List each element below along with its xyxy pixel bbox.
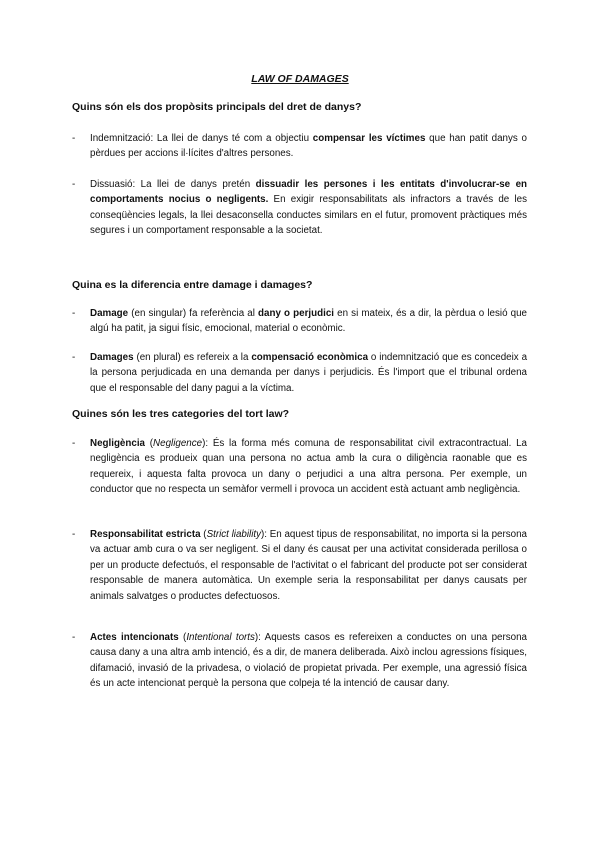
item-text-bold: Damages [90, 352, 134, 363]
item-text: que han patit danys o pèrdues per accions il·lícites d'altres persones. [90, 133, 528, 160]
section-question: Quina es la diferencia entre damage i damages? [72, 279, 313, 291]
list-dash: - [72, 438, 76, 449]
item-text-bold: Actes intencionats [90, 632, 179, 643]
section-question: Quines són les tres categories del tort law? [72, 408, 290, 420]
list-item [72, 306, 527, 337]
item-text-bold: Negligència [90, 438, 145, 449]
item-text: ): En aquest tipus de responsabilitat, no importa si la persona va actuar amb cura o va ser negligent. Si el dany és causat per una activitat considerada perillosa o per un producte defectuós, el responsable de l'activitat o el fabricant del producte pot ser considerat responsable de manera automàtica. Un exemple seria la responsabilitat per danys causats per animals salvatges o productes defectuosos. [90, 529, 527, 602]
item-text: ( [200, 529, 207, 540]
item-text: En exigir responsabilitats als infractors a través de les conseqüències legals, la llei desaconsella conductes similars en el futur, promovent pràctiques més segures i un comportament responsable a la societat. [90, 194, 527, 237]
document-title: LAW OF DAMAGES [251, 73, 349, 85]
item-text: Dissuasió: La llei de danys pretén [90, 179, 256, 190]
item-text: ): Aquests casos es refereixen a conductes on una persona causa dany a una altra amb intenció, és a dir, de manera deliberada. Això inclou agressions físiques, difamació, invasió de la privadesa, o violació de propietat privada. Per exemple, una agressió física és un acte intencionat perquè la persona que colpeja té la intenció de causar dany. [90, 632, 527, 690]
list-item [72, 630, 527, 692]
item-text: (en singular) fa referència al [128, 308, 259, 319]
item-text-bold: compensació econòmica [251, 352, 369, 363]
item-text: en si mateix, és a dir, la pèrdua o lesió que algú ha patit, ja sigui físic, emocional, material o econòmic. [90, 308, 527, 335]
list-item [72, 350, 528, 396]
item-text-italic: Strict liability [206, 529, 262, 540]
list-dash: - [72, 529, 76, 540]
item-text-bold: Damage [90, 308, 129, 319]
list-dash: - [72, 179, 76, 190]
item-text-italic: Intentional torts [186, 632, 255, 643]
list-item [72, 131, 528, 162]
item-text: o indemnització que es concedeix a la persona perjudicada en una demanda per danys i perjudicis. És l'import que el tribunal ordena que el responsable del dany pagui a la víctima. [90, 352, 528, 394]
item-text-bold: dissuadir les persones i les entitats d'involucrar-se en comportaments nocius o negligents. [90, 179, 527, 206]
item-text: Indemnització: La llei de danys té com a objectiu [90, 133, 313, 144]
list-item [72, 436, 528, 498]
item-text-bold: Responsabilitat estricta [90, 529, 201, 540]
section-question: Quins són els dos propòsits principals del dret de danys? [72, 101, 362, 113]
list-item [72, 527, 527, 604]
item-text: ( [178, 632, 187, 643]
list-dash: - [72, 133, 76, 144]
item-text-italic: Negligence [153, 438, 203, 449]
list-dash: - [72, 352, 76, 363]
item-text: ( [145, 438, 154, 449]
item-text-bold: compensar les víctimes [312, 133, 426, 144]
item-text: ): És la forma més comuna de responsabilitat civil extracontractual. La negligència es produeix quan una persona no actua amb la cura o diligència raonable que es requereix, i aquesta falta provoca un dany o perjudici a una altra persona. Per exemple, un conductor que no respecta un semàfor vermell i provoca un accident està actuant amb negligència. [90, 438, 528, 496]
list-dash: - [72, 632, 76, 643]
item-text-bold: dany o perjudici [258, 308, 334, 319]
list-item [72, 177, 527, 239]
list-dash: - [72, 308, 76, 319]
item-text: (en plural) es refereix a la [133, 352, 252, 363]
